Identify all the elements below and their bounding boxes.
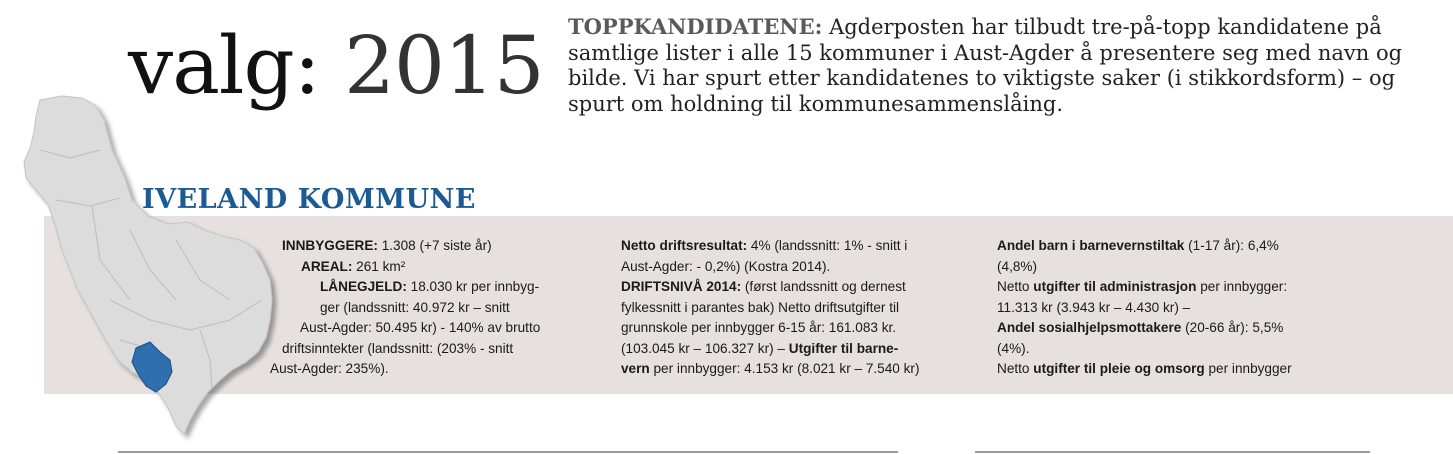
intro-text: Agderposten har tilbudt tre-på-topp kandidatene på samtlige lister i alle 15 kommuner i Aust-Agder å presentere seg med navn og bilde. Vi har spurt etter kandidatenes to viktigste saker (i stikkordsform) – og spurt om holdning til kommunesammenslåing.: [568, 15, 1403, 116]
stats-column-1: INNBYGGERE: 1.308 (+7 siste år) AREAL: 261 km² LÅNEGJELD: 18.030 kr per innbyg- ger (landssnitt: 40.972 kr – snitt Aust-Agder: 50.495 kr) - 140% av brutto driftsinntekter (landssnitt: (203% - snitt Aust-Agder: 235%).: [270, 238, 541, 376]
bottom-rule-right: [975, 451, 1370, 453]
kommune-title: IVELAND KOMMUNE: [142, 184, 476, 215]
bottom-rule-left: [118, 451, 898, 453]
stats-column-3: Andel barn i barnevernstiltak (1-17 år): 6,4% (4,8%) Netto utgifter til administrasjon per innbygger: 11.313 kr (3.943 kr – 4.430 kr) – Andel sosialhjelpsmottakere (20-66 år): 5,5% (4%). Netto utgifter til pleie og omsorg per innbygger: [997, 238, 1292, 376]
valg-2015-title: valg: 2015: [128, 19, 544, 112]
intro-lead: TOPPKANDIDATENE:: [568, 14, 823, 39]
intro-paragraph: [568, 14, 1428, 117]
stats-column-2: Netto driftsresultat: 4% (landssnitt: 1% - snitt i Aust-Agder: - 0,2%) (Kostra 2014). DRIFTSNIVÅ 2014: (først landssnitt og dernest fylkessnitt i parantes bak) Netto driftsutgifter til grunnskole per innbygger 6-15 år: 161.083 kr. (103.045 kr – 106.327 kr) – Utgifter til barne- vern per innbygger: 4.153 kr (8.021 kr – 7.540 kr): [621, 238, 920, 376]
